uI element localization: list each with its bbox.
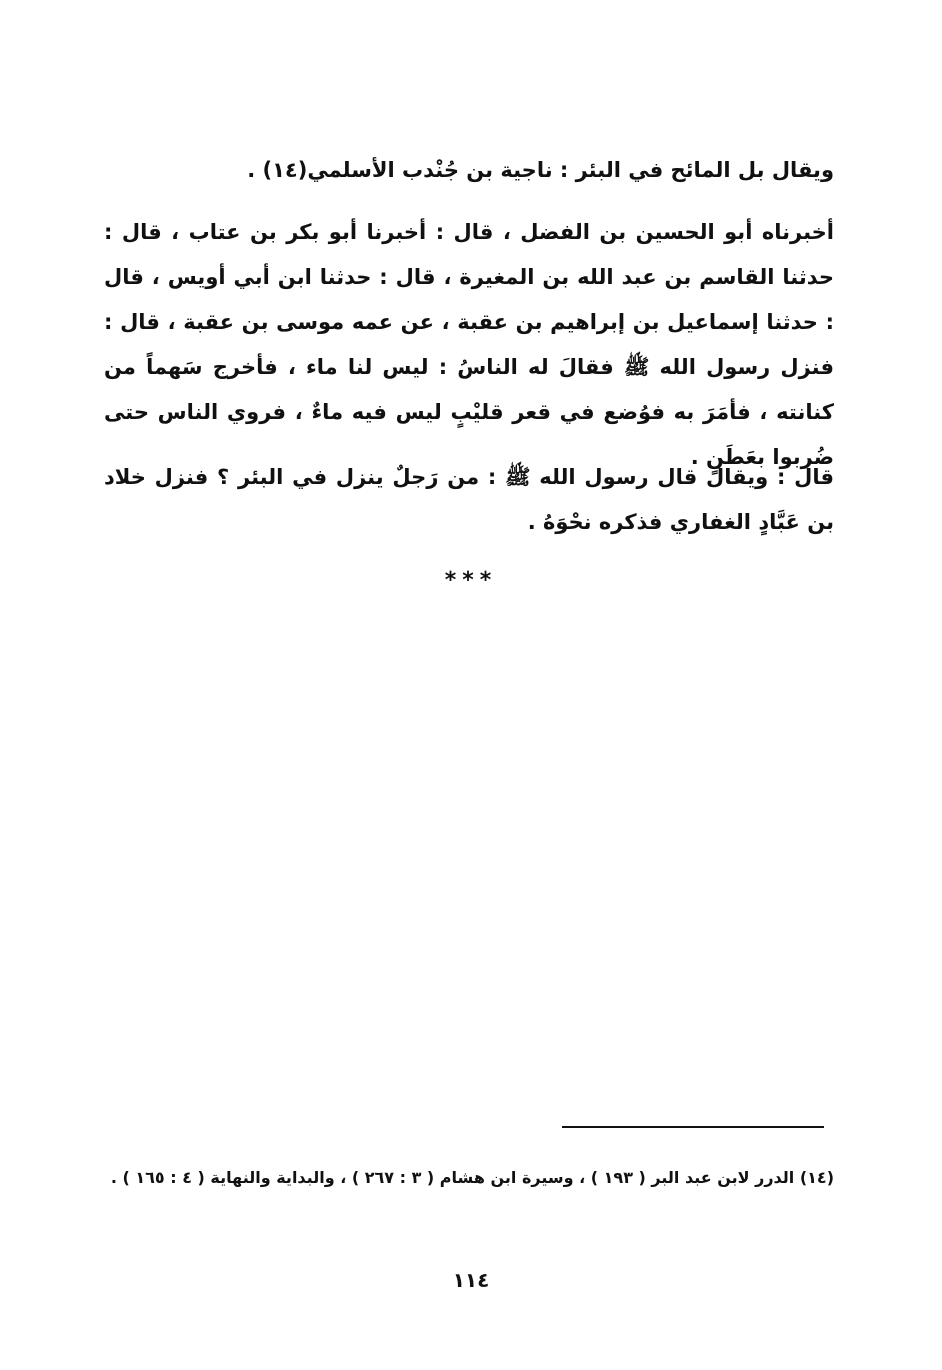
footnote-14: (١٤) الدرر لابن عبد البر ( ١٩٣ ) ، وسيرة ابن هشام ( ٣ : ٢٦٧ ) ، والبداية والنهاية ( ٤ : ١٦٥ ) . — [110, 1168, 834, 1187]
paragraph-2: أخبرناه أبو الحسين بن الفضل ، قال : أخبرنا أبو بكر بن عتاب ، قال : حدثنا القاسم بن عبد الله بن المغيرة ، قال : حدثنا ابن أبي أويس ، قال : حدثنا إسماعيل بن إبراهيم بن عقبة ، عن عمه موسى بن عقبة ، قال : فنزل رسول الله ﷺ فقالَ له الناسُ : ليس لنا ماء ، فأخرج سَهماً من كنانته ، فأمَرَ به فوُضع في قعر قليْبٍ ليس فيه ماءٌ ، فروي الناس حتى ضُربوا بعَطَنٍ . — [104, 220, 834, 469]
footnote-divider — [562, 1126, 824, 1128]
paragraph-3: قال : ويقال قال رسول الله ﷺ : من رَجلٌ ينزل في البئر ؟ فنزل خلاد بن عَبَّادٍ الغفاري فذكره نحْوَهُ . — [104, 465, 834, 534]
page-number: ١١٤ — [452, 1268, 490, 1292]
section-separator: *** — [444, 568, 498, 593]
paragraph-1: ويقال بل المائح في البئر : ناجية بن جُنْدب الأسلمي(١٤) . — [247, 158, 834, 182]
